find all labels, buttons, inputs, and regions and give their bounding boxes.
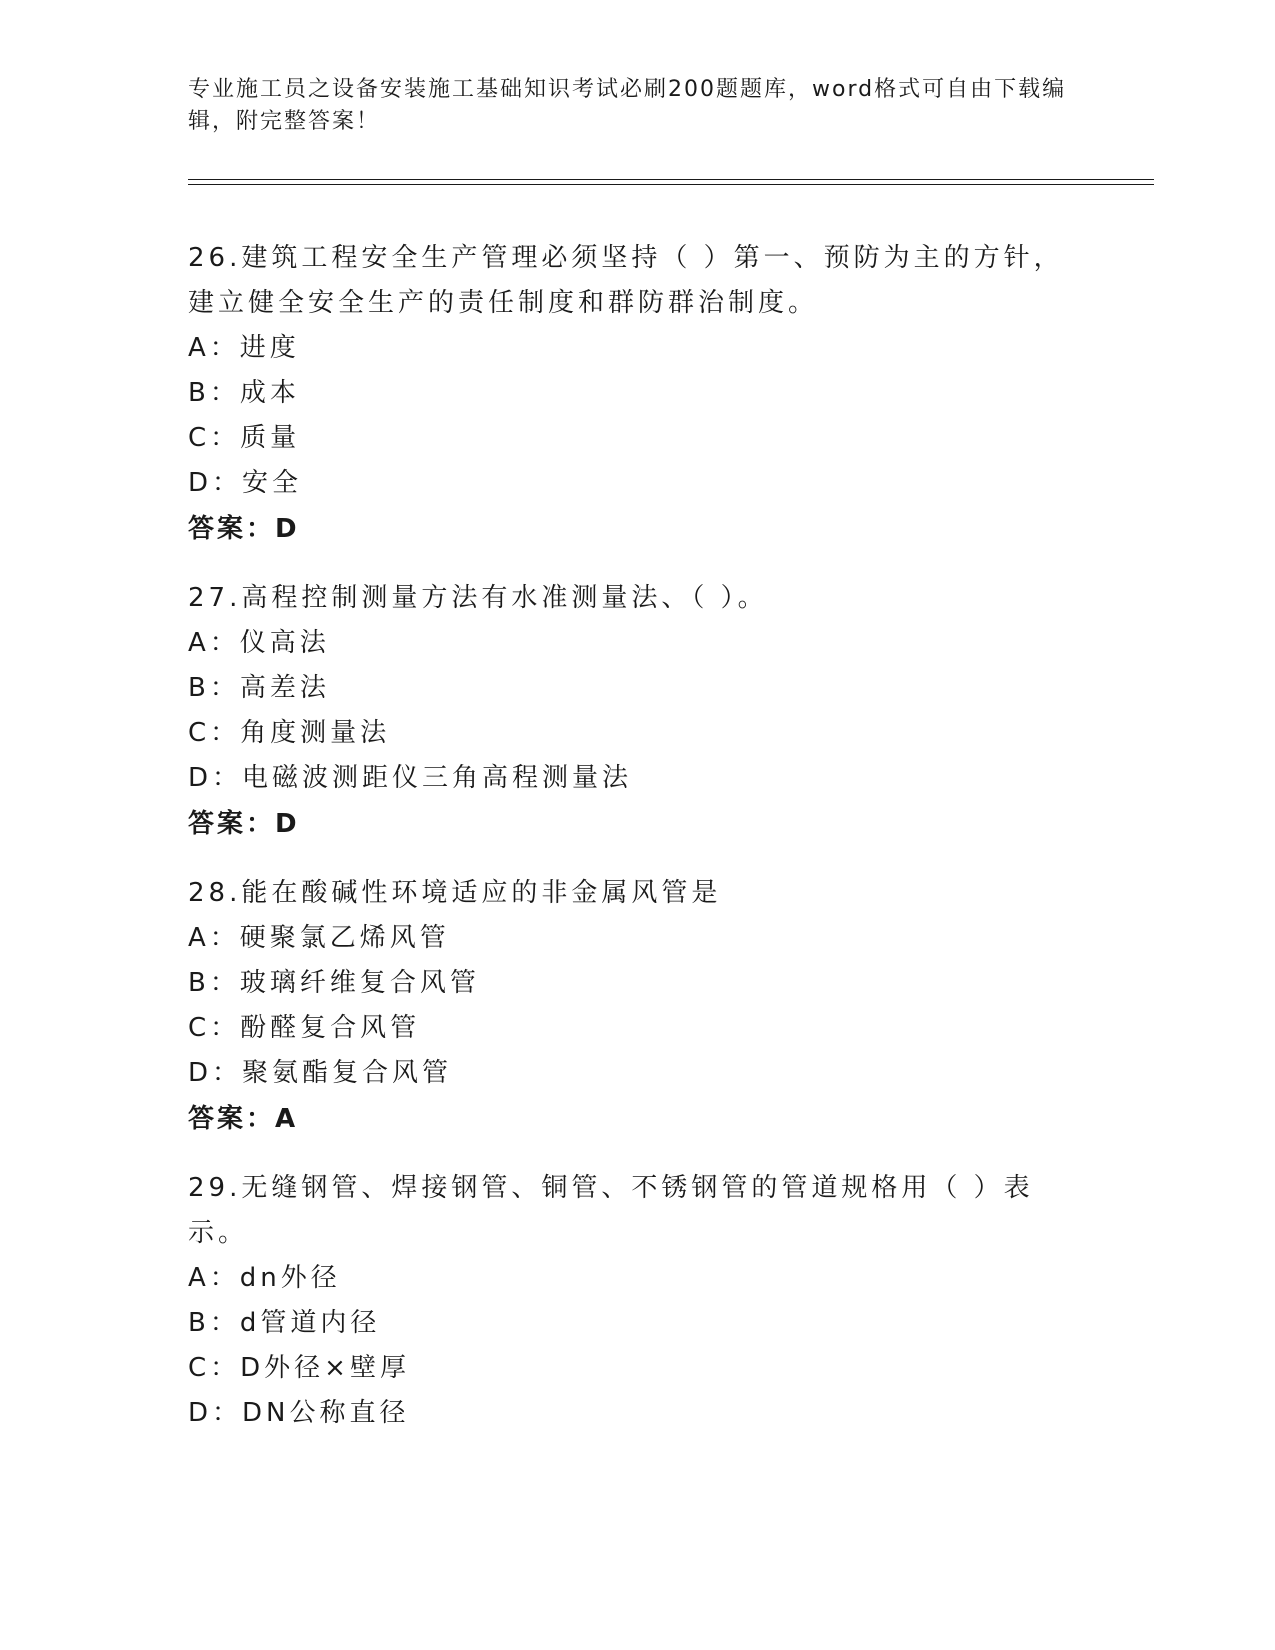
option-c: C：D外径×壁厚 [188, 1353, 410, 1383]
option-a: A：硬聚氯乙烯风管 [188, 923, 450, 953]
document-header: 专业施工员之设备安装施工基础知识考试必刷200题题库，word格式可自由下载编辑，附完整答案！ [188, 77, 1067, 134]
option-d: D：电磁波测距仪三角高程测量法 [188, 763, 633, 793]
option-c: C：质量 [188, 423, 301, 453]
option-b: B：成本 [188, 378, 300, 408]
question-stem: 29.无缝钢管、焊接钢管、铜管、不锈钢管的管道规格用（ ）表示。 [188, 1173, 1034, 1248]
option-b: B：玻璃纤维复合风管 [188, 968, 480, 998]
question-27 [188, 576, 1088, 847]
option-b: B：高差法 [188, 673, 330, 703]
answer-key: 答案：A [188, 1104, 299, 1134]
question-list [188, 236, 1088, 1460]
answer-key: 答案：D [188, 514, 300, 544]
question-stem: 27.高程控制测量方法有水准测量法、（ ）。 [188, 583, 768, 613]
option-a: A：仪高法 [188, 628, 330, 658]
option-a: A：dn外径 [188, 1263, 341, 1293]
answer-key: 答案：D [188, 809, 300, 839]
question-stem: 28.能在酸碱性环境适应的非金属风管是 [188, 878, 722, 908]
option-a: A：进度 [188, 333, 300, 363]
option-d: D：安全 [188, 468, 303, 498]
option-c: C：角度测量法 [188, 718, 391, 748]
question-28 [188, 871, 1088, 1142]
question-26 [188, 236, 1088, 552]
question-29 [188, 1166, 1088, 1436]
option-d: D：聚氨酯复合风管 [188, 1058, 453, 1088]
option-b: B：d管道内径 [188, 1308, 381, 1338]
header-divider-top [188, 179, 1154, 180]
question-stem: 26.建筑工程安全生产管理必须坚持（ ）第一、预防为主的方针，建立健全安全生产的责任制度和群防群治制度。 [188, 243, 1064, 318]
option-d: D：DN公称直径 [188, 1398, 410, 1428]
header-divider-bottom [188, 184, 1154, 185]
option-c: C：酚醛复合风管 [188, 1013, 421, 1043]
